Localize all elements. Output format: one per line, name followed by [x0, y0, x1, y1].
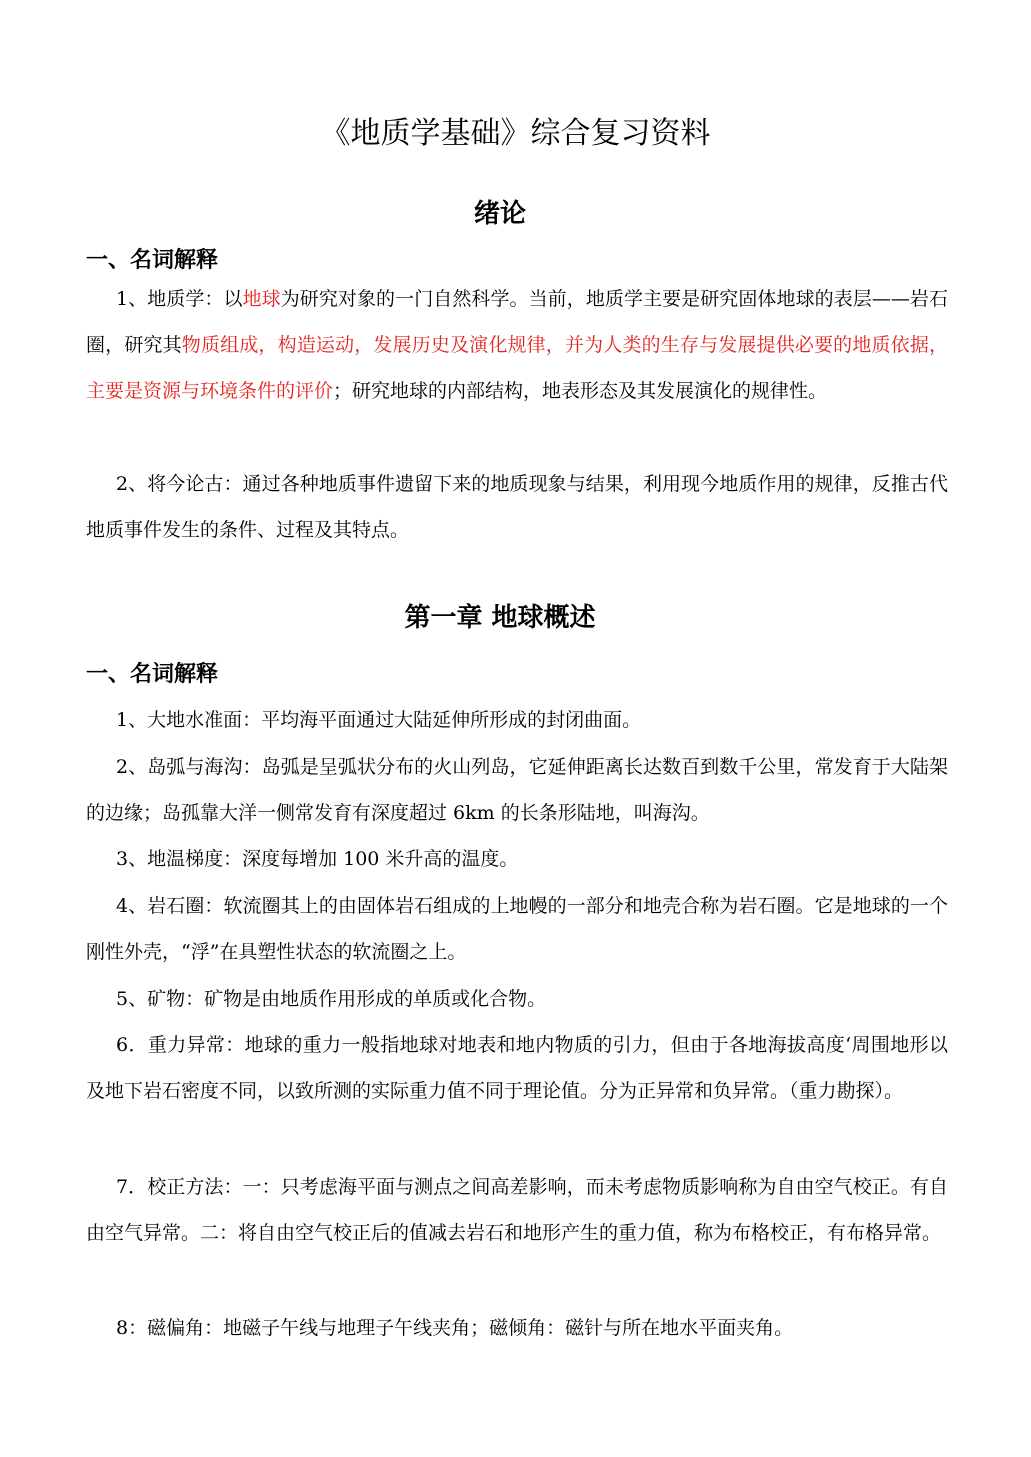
chapter1-section-heading: 一、名词解释	[86, 661, 219, 687]
intro-heading: 绪论	[473, 199, 526, 229]
intro-paragraph-1	[86, 276, 948, 414]
intro-section-heading: 一、名词解释	[86, 247, 219, 273]
intro-paragraph-2: 2、将今论古：通过各种地质事件遗留下来的地质现象与结果，利用现今地质作用的规律，反推古代地质事件发生的条件、过程及其特点。	[86, 473, 948, 541]
intro-p1-text-e: ；研究地球的内部结构，地表形态及其发展演化的规律性。	[333, 380, 828, 402]
chapter1-paragraph-7: 7．校正方法：一：只考虑海平面与测点之间高差影响，而未考虑物质影响称为自由空气校正。有自由空气异常。二：将自由空气校正后的值减去岩石和地形产生的重力值，称为布格校正，有布格异常。	[86, 1176, 948, 1244]
chapter1-paragraph-8: 8：磁偏角：地磁子午线与地理子午线夹角；磁倾角：磁针与所在地水平面夹角。	[116, 1317, 794, 1339]
intro-p1-highlight-earth: 地球	[242, 288, 281, 310]
chapter1-heading: 第一章 地球概述	[404, 603, 596, 633]
chapter1-paragraph-1: 1、大地水准面：平均海平面通过大陆延伸所形成的封闭曲面。	[116, 709, 642, 731]
intro-p1-text-c: 为研究对象的一门自然科学。当前，地质学主要是研究固体地球的表层——岩石圈，研究其	[86, 288, 948, 356]
chapter1-paragraph-5: 5、矿物：矿物是由地质作用形成的单质或化合物。	[116, 988, 547, 1010]
intro-p1-highlight-research: 物质组成，构造运动，发展历史及演化规律，并为人类的生存与发展提供必要的地质依据，主要是资源与环境条件的评价	[86, 334, 948, 402]
document-title: 《地质学基础》综合复习资料	[320, 116, 711, 151]
chapter1-paragraph-3: 3、地温梯度：深度每增加 100 米升高的温度。	[116, 848, 519, 870]
intro-p1-text-a: 1、地质学：以	[116, 288, 243, 310]
chapter1-paragraph-6: 6．重力异常：地球的重力一般指地球对地表和地内物质的引力，但由于各地海拔高度‘周围地形以及地下岩石密度不同，以致所测的实际重力值不同于理论值。分为正异常和负异常。（重力勘探）。	[86, 1034, 948, 1102]
chapter1-paragraph-2: 2、岛弧与海沟：岛弧是呈弧状分布的火山列岛，它延伸距离长达数百到数千公里，常发育于大陆架的边缘；岛孤靠大洋一侧常发育有深度超过 6km 的长条形陆地，叫海沟。	[86, 756, 948, 824]
chapter1-paragraph-4: 4、岩石圈：软流圈其上的由固体岩石组成的上地幔的一部分和地壳合称为岩石圈。它是地球的一个刚性外壳，“浮”在具塑性状态的软流圈之上。	[86, 895, 948, 963]
